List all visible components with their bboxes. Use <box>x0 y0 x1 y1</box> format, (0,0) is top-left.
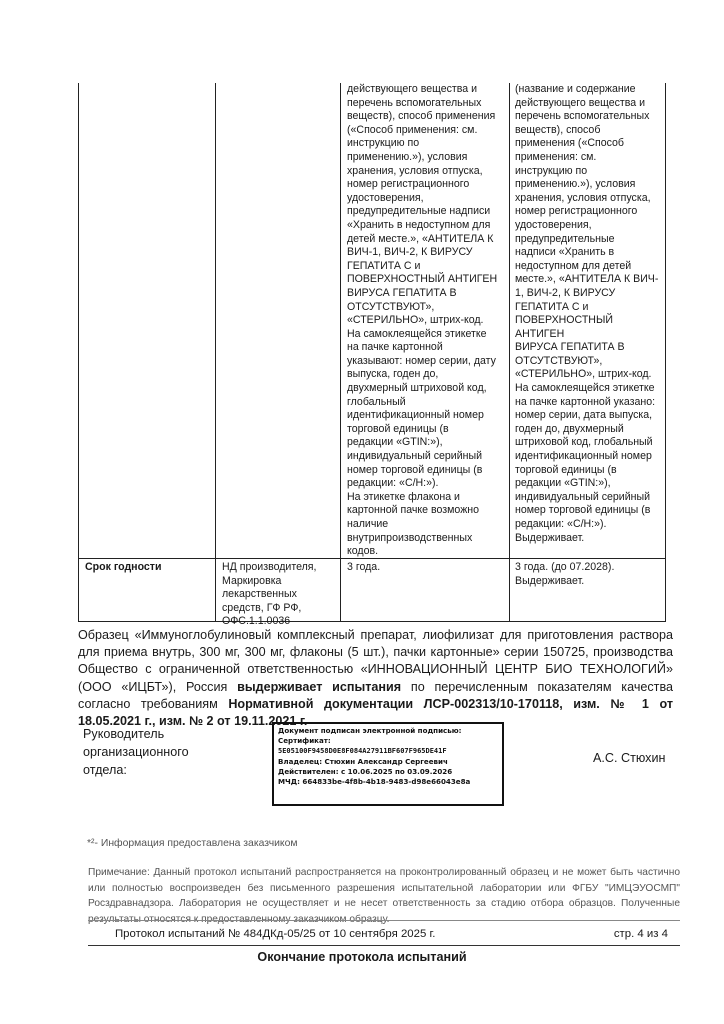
stamp-validity: Действителен: с 10.06.2025 по 03.09.2026 <box>278 766 453 776</box>
row1-result-cell: (название и содержание действующего вещества и перечень вспомогательных веществ), способ применения («Способ применения: см. инструкцию по применению.»), условия хранения, условия отпуска, номер регистрационного удостоверения, предупредительные надписи «Хранить в недоступном для детей месте.», «АНТИТЕЛА К ВИЧ- 1, ВИЧ-2, К ВИРУСУ ГЕПАТИТА С и ПОВЕРХНОСТНЫЙ АНТИГЕН ВИРУСА ГЕПАТИТА В ОТСУТСТВУЮТ», «СТЕРИЛЬНО», штрих-код. На самоклеящейся этикетке на пачке картонной указано: номер серии, дата выпуска, годен до, двухмерный штриховой код, глобальный идентификационный номер торговой единицы (в редакции «GTIN:»), индивидуальный серийный номер торговой единицы (в редакции: «С/Н:»). Выдерживает. <box>515 83 659 544</box>
disclaimer-note: Примечание: Данный протокол испытаний распространяется на проконтролированный образец и не может быть частично или полностью воспроизведен без письменного разрешения испытательной лаборатории или ФГБУ "ИМЦЭУОСМП" Росздравнадзора. Лаборатория не осуществляет и не несет ответственность за стадию отбора образцов. Полученные результаты относятся к предоставленному заказчиком образцу. <box>88 867 680 925</box>
stamp-cert-label: Сертификат: <box>278 736 331 746</box>
stamp-title: Документ подписан электронной подписью: <box>278 726 462 735</box>
electronic-signature-stamp <box>272 722 504 806</box>
conclusion-paragraph <box>78 627 673 730</box>
stamp-mchd: МЧД: 664833be-4f8b-4b18-9483-d98e66043e8a <box>278 777 471 787</box>
results-table <box>78 83 666 628</box>
table-bottom-border <box>79 621 665 622</box>
conclusion-normative-doc: Нормативной документации ЛСР-002313/10-170118, изм. № 1 от 18.05.2021 г., изм. № 2 от 19.11.2021 г. <box>78 696 673 729</box>
footer-divider <box>88 945 680 946</box>
note-divider <box>88 920 680 921</box>
row2-indicator-cell: Срок годности <box>85 561 162 573</box>
column-divider-3 <box>509 83 510 622</box>
row1-requirement-cell: действующего вещества и перечень вспомогательных веществ), способ применения («Способ применения: см. инструкцию по применению.»), условия хранения, условия отпуска, номер регистрационного удостоверения, предупредительные надписи «Хранить в недоступном для детей месте.», «АНТИТЕЛА К ВИЧ-1, ВИЧ-2, К ВИРУСУ ГЕПАТИТА С и ПОВЕРХНОСТНЫЙ АНТИГЕН ВИРУСА ГЕПАТИТА В ОТСУТСТВУЮТ», «СТЕРИЛЬНО», штрих-код. На самоклеящейся этикетке на пачке картонной указывают: номер серии, дату выпуска, годен до, двухмерный штриховой код, глобальный идентификационный номер торговой единицы (в редакции «GTIN:»), индивидуальный серийный номер торговой единицы (в редакции: «С/Н:»). На этикетке флакона и картонной пачке возможно наличие внутрипроизводственных кодов. <box>347 83 498 558</box>
signer-name: А.С. Стюхин <box>593 751 666 765</box>
conclusion-text-2: по перечисленным показателям качества согласно требованиям <box>78 679 673 711</box>
column-divider-2 <box>340 83 341 622</box>
footnote: *²- Информация предоставлена заказчиком <box>87 838 298 849</box>
protocol-footer: Протокол испытаний № 484ДКд-05/25 от 10 сентября 2025 г. <box>115 928 436 940</box>
stamp-owner: Владелец: Стюхин Александр Сергеевич <box>278 756 448 766</box>
row2-method-cell: НД производителя, Маркировка лекарственных средств, ГФ РФ, ОФС.1.1.0036 <box>222 561 317 628</box>
row2-result-cell: 3 года. (до 07.2028). Выдерживает. <box>515 561 615 587</box>
page-number: стр. 4 из 4 <box>613 928 668 940</box>
end-of-protocol-title: Окончание протокола испытаний <box>257 950 467 964</box>
row2-requirement-cell: 3 года. <box>347 561 381 573</box>
column-divider-1 <box>215 83 216 622</box>
stamp-cert-number: 5E05100F9458D0E8F084A27911BF607F965DE41F <box>278 747 447 756</box>
signer-position: Руководитель организационного отдела: <box>83 727 189 777</box>
conclusion-text-1: Образец «Иммуноглобулиновый комплексный препарат, лиофилизат для приготовления раствора для приема внутрь, 300 мг, 300 мг, флаконы (5 шт.), пачки картонные» серии 150725, производства Общество с ограниченной ответственностью «ИННОВАЦИОННЫЙ ЦЕНТР БИО ТЕХНОЛОГИЙ» (ООО «ИЦБТ»), Россия <box>78 628 673 694</box>
conclusion-verdict: выдерживает испытания <box>237 679 402 694</box>
